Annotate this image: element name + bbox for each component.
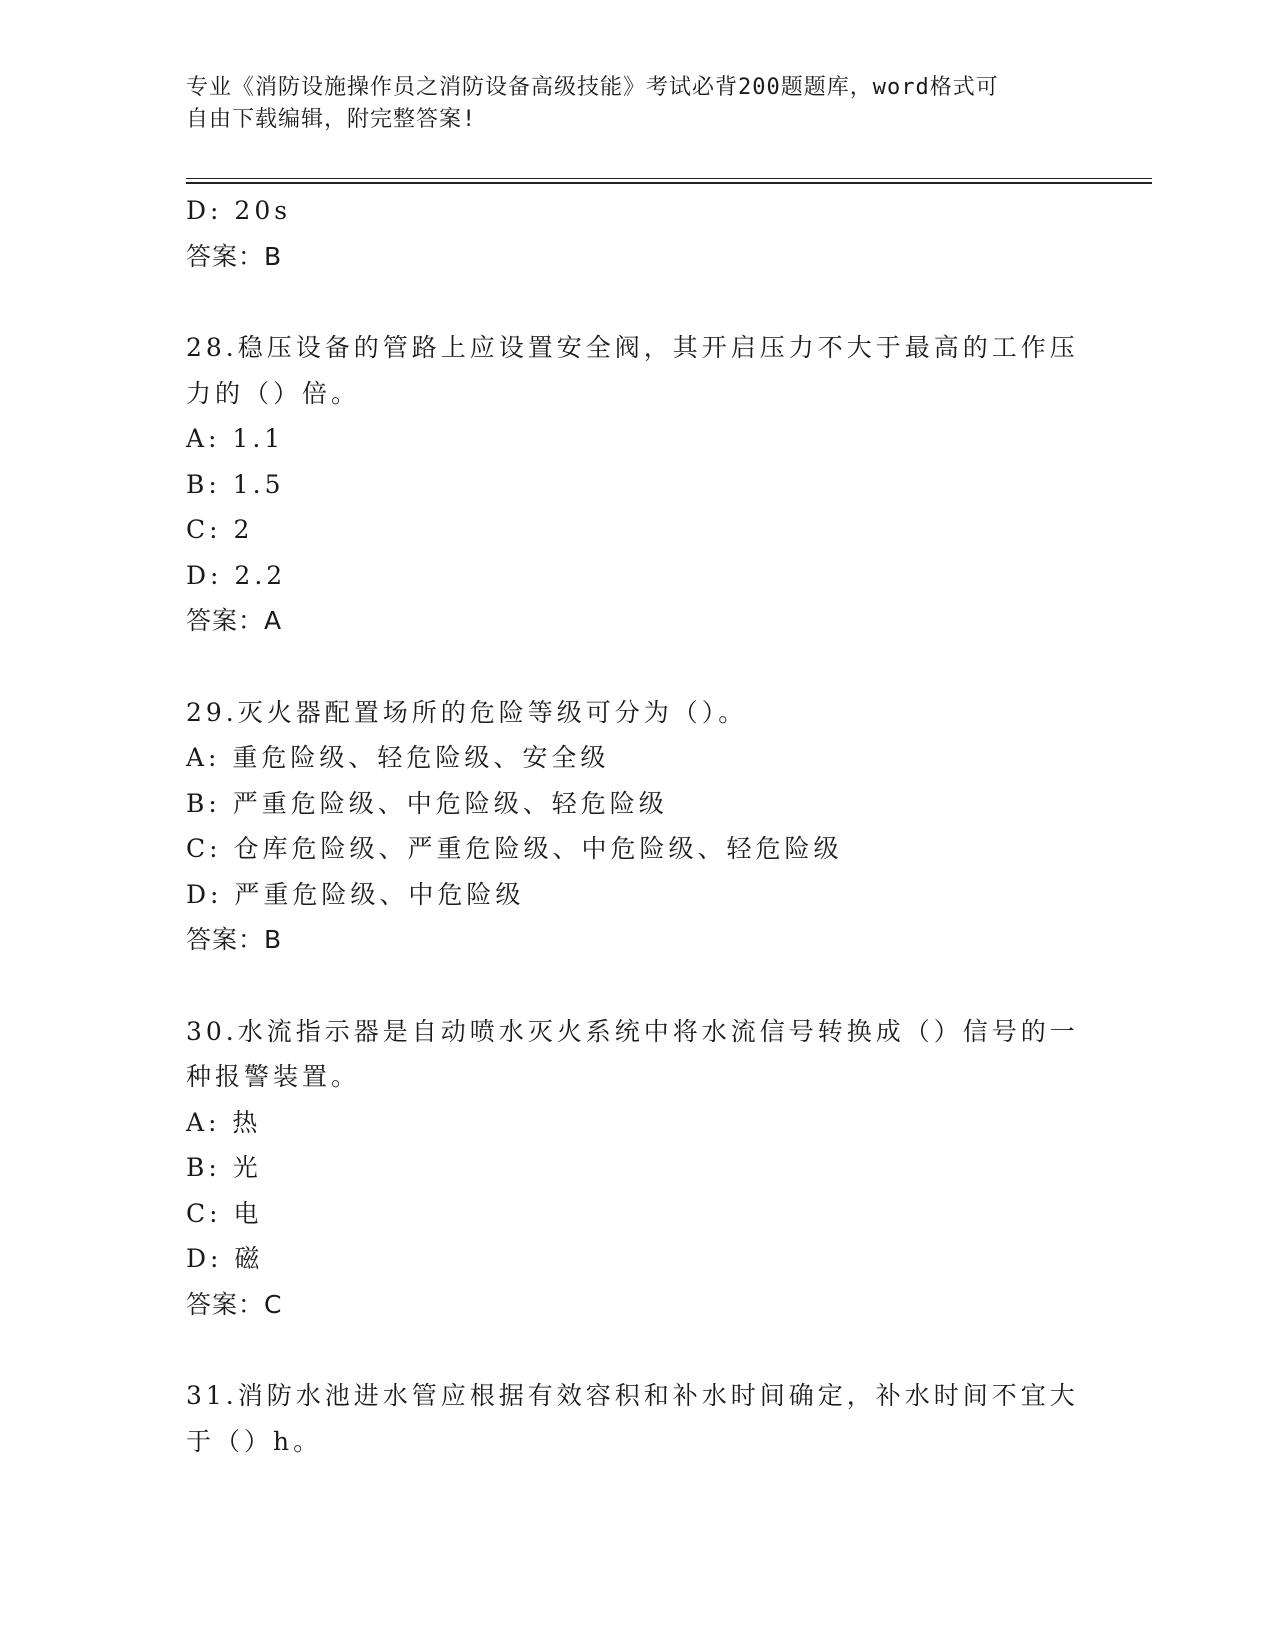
answer-line: 答案：C — [186, 1289, 283, 1319]
question-stem-cont: 力的（）倍。 — [186, 378, 361, 408]
question-28 — [186, 325, 1086, 644]
header-rule-thick — [186, 182, 1152, 184]
prev-question-tail — [186, 188, 1086, 279]
header-rule-thin — [186, 178, 1152, 179]
option-b: B: 光 — [186, 1153, 262, 1182]
document-header — [186, 72, 1086, 136]
option-a: A: 1.1 — [186, 424, 285, 453]
question-30 — [186, 1009, 1086, 1328]
option-d: D: 2.2 — [186, 560, 287, 590]
question-list — [186, 188, 1086, 1464]
question-stem: 29.灭火器配置场所的危险等级可分为（）。 — [186, 697, 748, 727]
header-line-2: 自由下载编辑，附完整答案! — [186, 107, 477, 132]
question-29 — [186, 690, 1086, 963]
option-c: C: 2 — [186, 515, 254, 544]
option-d: D: 20s — [186, 196, 292, 225]
option-a: A: 热 — [186, 1107, 262, 1137]
question-stem: 31.消防水池进水管应根据有效容积和补水时间确定，补水时间不宜大 — [186, 1381, 1079, 1410]
option-c: C: 电 — [186, 1198, 263, 1228]
answer-line: 答案：B — [186, 925, 283, 954]
option-d: D: 磁 — [186, 1244, 264, 1273]
option-b: B: 1.5 — [186, 469, 285, 499]
answer-line: 答案：B — [186, 241, 283, 271]
option-a: A: 重危险级、轻危险级、安全级 — [186, 743, 610, 772]
option-b: B: 严重危险级、中危险级、轻危险级 — [186, 788, 668, 818]
header-line-1: 专业《消防设施操作员之消防设备高级技能》考试必背200题题库，word格式可 — [186, 75, 999, 100]
option-d: D: 严重危险级、中危险级 — [186, 879, 525, 909]
option-c: C: 仓库危险级、严重危险级、中危险级、轻危险级 — [186, 834, 843, 863]
question-31 — [186, 1373, 1086, 1464]
question-stem: 28.稳压设备的管路上应设置安全阀，其开启压力不大于最高的工作压 — [186, 333, 1079, 362]
question-stem-cont: 种报警装置。 — [186, 1062, 361, 1091]
answer-line: 答案：A — [186, 606, 283, 635]
question-stem-cont: 于（）h。 — [186, 1426, 323, 1456]
question-stem: 30.水流指示器是自动喷水灭火系统中将水流信号转换成（）信号的一 — [186, 1016, 1079, 1046]
